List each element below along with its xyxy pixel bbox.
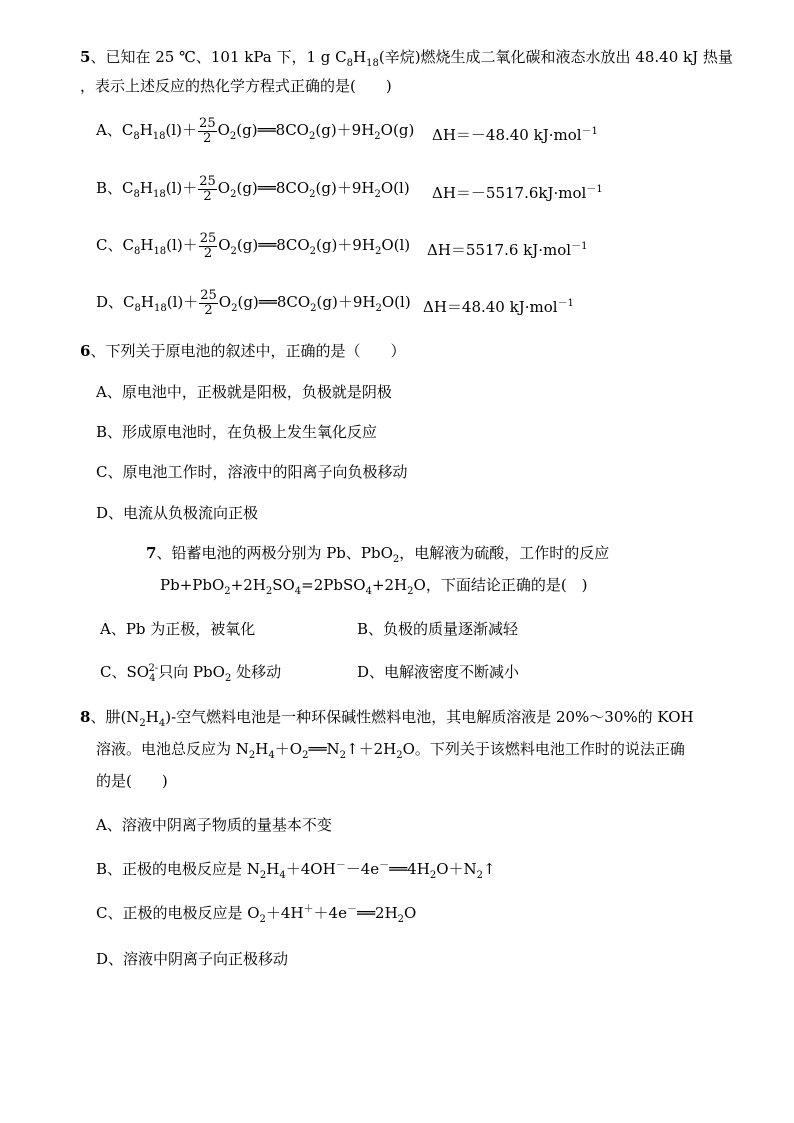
q5-option-label: D、 xyxy=(96,293,124,312)
h2o-phase: l xyxy=(399,236,405,255)
eq-text: (l)＋ xyxy=(165,121,198,140)
eq-text: 8CO xyxy=(276,293,311,312)
fraction-denominator: 2 xyxy=(203,188,212,204)
q7-text: O，下面结论正确的是( ) xyxy=(413,576,588,594)
eq-text: (g) xyxy=(236,121,258,140)
eq-text: (g)＋9H xyxy=(315,179,375,198)
q8-sup: － xyxy=(379,860,390,871)
q8-sup: ＋ xyxy=(303,904,314,915)
q8-text: 溶液。电池总反应为 N xyxy=(96,740,249,758)
q8-option-c xyxy=(96,904,417,925)
q7-text: 处移动 xyxy=(231,663,282,681)
fraction xyxy=(198,117,217,145)
q5-option-d xyxy=(96,289,411,317)
fraction-numerator: 25 xyxy=(199,174,216,189)
q7-stem-line2 xyxy=(160,576,588,597)
eq-text: (g)＋9H xyxy=(316,293,376,312)
eq-sub: 2 xyxy=(309,189,316,201)
q7-sub: 2 xyxy=(392,554,400,565)
q8-text: O xyxy=(404,904,417,922)
q5-option-label: A、 xyxy=(96,121,122,140)
q5-option-a xyxy=(96,117,414,145)
eq-text: O xyxy=(218,236,231,255)
fraction xyxy=(199,289,218,317)
q5-option-c-delta-h xyxy=(427,241,587,259)
eq-text: (g) xyxy=(236,236,259,255)
q8-sub: 2 xyxy=(259,914,266,925)
q6-stem xyxy=(80,342,405,360)
eq-text: (l)＋ xyxy=(166,236,198,255)
eq-text: (g)＋9H xyxy=(315,121,375,140)
q8-text: C、正极的电极反应是 O xyxy=(96,904,260,922)
delta-h-value: ΔH＝48.40 kJ·mol xyxy=(423,298,558,316)
eq-text: (g) xyxy=(237,293,259,312)
eq-sub: 2 xyxy=(374,131,381,143)
q5-text: 已知在 25 ℃、101 kPa 下，1 g C xyxy=(105,48,347,66)
q8-stem-line2 xyxy=(96,740,685,761)
eq-text: O xyxy=(217,179,231,198)
delta-h-exponent: －1 xyxy=(571,241,588,252)
eq-text: O( xyxy=(381,293,401,312)
q7-sub: 2 xyxy=(224,586,231,597)
q7-stem-line1 xyxy=(146,544,610,565)
fraction-numerator: 25 xyxy=(199,116,216,131)
eq-sub: 8 xyxy=(133,189,140,201)
q7-text: Pb+PbO xyxy=(160,576,225,594)
q7-option-b: B、负极的质量逐渐减轻 xyxy=(357,620,519,638)
eq-text: C xyxy=(122,236,134,255)
q8-sub: 4 xyxy=(279,870,286,881)
q7-text: SO xyxy=(272,576,295,594)
q8-text: ══2H xyxy=(356,904,398,922)
delta-h-exponent: －1 xyxy=(557,298,574,309)
fraction-numerator: 25 xyxy=(200,288,217,303)
eq-text: (l)＋ xyxy=(165,179,198,198)
q8-text: H xyxy=(255,740,269,758)
q5-option-label: C、 xyxy=(96,236,123,255)
q8-sub: 2 xyxy=(397,914,405,925)
delta-h-value: ΔH＝－5517.6kJ·mol xyxy=(432,184,587,202)
eq-text: H xyxy=(140,293,154,312)
q8-sub: 2 xyxy=(302,750,309,761)
q5-text: H xyxy=(353,48,367,66)
delta-h-exponent: －1 xyxy=(586,184,603,195)
eq-text: O xyxy=(218,293,232,312)
q5-sep: 、 xyxy=(90,48,106,66)
eq-sub: 2 xyxy=(374,246,382,258)
q6-option-c: C、原电池工作时，溶液中的阳离子向负极移动 xyxy=(96,463,408,481)
q8-text: －4e xyxy=(345,860,380,878)
eq-sub: 18 xyxy=(152,189,166,201)
eq-sub: 2 xyxy=(310,303,317,315)
eq-sub: 2 xyxy=(309,246,316,258)
q8-number: 8 xyxy=(80,708,91,726)
eq-sub: 2 xyxy=(374,189,381,201)
q7-text: 、铅蓄电池的两极分别为 Pb、PbO xyxy=(156,544,393,562)
eq-text: C xyxy=(123,293,135,312)
q7-sub: 4 xyxy=(294,586,302,597)
q8-text: ↑＋2H xyxy=(346,740,397,758)
q8-sup: － xyxy=(335,860,346,871)
h2o-phase: g xyxy=(398,121,409,140)
q8-option-d: D、溶液中阴离子向正极移动 xyxy=(96,950,289,968)
q7-sub: 2 xyxy=(224,673,232,684)
q5-number: 5 xyxy=(80,48,91,66)
fraction xyxy=(199,232,218,260)
q7-option-a: A、Pb 为正极，被氧化 xyxy=(100,620,256,638)
q5-stem-line1 xyxy=(80,48,733,69)
eq-text: O xyxy=(217,121,230,140)
q5-text: ，表示上述反应的热化学方程式正确的是( ) xyxy=(80,77,392,95)
q5-sub: 18 xyxy=(366,58,379,69)
q8-sub: 2 xyxy=(259,870,267,881)
eq-sub: 8 xyxy=(133,131,140,143)
q7-text: +2H xyxy=(371,576,408,594)
q8-text: ══4H xyxy=(389,860,430,878)
eq-sub: 2 xyxy=(231,303,238,315)
q6-number: 6 xyxy=(80,342,91,360)
eq-text: O( xyxy=(380,121,399,140)
eq-text: ) xyxy=(408,121,415,140)
q8-sup: － xyxy=(346,904,357,915)
q8-text: H xyxy=(266,860,280,878)
q8-text: ＋4e xyxy=(313,904,347,922)
eq-text: (l)＋ xyxy=(166,293,199,312)
q8-text: 、肼(N xyxy=(90,708,140,726)
delta-h-value: ΔH＝5517.6 kJ·mol xyxy=(427,241,572,259)
eq-text: 8CO xyxy=(275,121,309,140)
q7-text: 只向 PbO xyxy=(158,663,225,681)
eq-text: (g)＋9H xyxy=(316,236,375,255)
q8-stem-line1 xyxy=(80,708,694,729)
h2o-phase: l xyxy=(400,293,405,312)
q6-option-a: A、原电池中，正极就是阳极，负极就是阴极 xyxy=(96,383,392,401)
reaction-arrow: ══ xyxy=(258,236,277,255)
q8-text: H xyxy=(145,708,159,726)
q7-text: C、SO xyxy=(100,663,150,681)
q8-option-b xyxy=(96,860,496,881)
q7-option-d: D、电解液密度不断减小 xyxy=(357,663,520,681)
eq-sub: 18 xyxy=(153,246,167,258)
q8-text: ＋O xyxy=(274,740,303,758)
q8-sub: 2 xyxy=(248,750,256,761)
fraction-numerator: 25 xyxy=(199,231,217,246)
q7-sup: 2- xyxy=(148,663,159,674)
fraction-denominator: 2 xyxy=(203,245,213,261)
q8-text: ＋4H xyxy=(265,904,304,922)
reaction-arrow: ══ xyxy=(257,121,276,140)
q5-sub: 8 xyxy=(346,58,354,69)
fraction-denominator: 2 xyxy=(203,130,212,146)
eq-text: H xyxy=(140,236,154,255)
q5-option-label: B、 xyxy=(96,179,123,198)
eq-sub: 2 xyxy=(230,246,237,258)
q8-sub: 2 xyxy=(429,870,437,881)
eq-text: ) xyxy=(404,236,411,255)
eq-text: H xyxy=(139,121,153,140)
q8-text: B、正极的电极反应是 N xyxy=(96,860,260,878)
q8-stem-line3: 的是( ) xyxy=(96,772,168,790)
q5-text: (辛烷)燃烧生成二氧化碳和液态水放出 48.40 kJ 热量 xyxy=(378,48,733,66)
q6-text: 、下列关于原电池的叙述中，正确的是（ ） xyxy=(90,342,406,360)
eq-text: H xyxy=(139,179,153,198)
q5-option-d-delta-h xyxy=(423,298,574,316)
q7-sub: 4 xyxy=(365,586,372,597)
fraction xyxy=(198,175,217,203)
reaction-arrow: ══ xyxy=(258,293,277,312)
fraction-denominator: 2 xyxy=(204,302,213,318)
eq-text: C xyxy=(121,121,134,140)
eq-text: 8CO xyxy=(276,236,310,255)
q5-option-b-delta-h xyxy=(432,184,603,202)
q8-text: O＋N xyxy=(436,860,477,878)
eq-text: ) xyxy=(404,293,411,312)
eq-text: C xyxy=(122,179,134,198)
eq-sub: 2 xyxy=(375,303,382,315)
q7-sub: 4 xyxy=(149,673,156,684)
q7-text: =2PbSO xyxy=(301,576,366,594)
q8-text: ＋4OH xyxy=(285,860,336,878)
q7-text: +2H xyxy=(230,576,266,594)
q5-option-c xyxy=(96,232,410,260)
q7-option-c xyxy=(100,663,282,684)
q8-text: ↑ xyxy=(483,860,496,878)
q8-sub: 2 xyxy=(339,750,346,761)
q8-sub: 4 xyxy=(268,750,275,761)
eq-sub: 18 xyxy=(153,303,167,315)
q6-option-d: D、电流从负极流向正极 xyxy=(96,504,259,522)
q8-sub: 4 xyxy=(158,718,166,729)
q7-text: ，电解液为硫酸，工作时的反应 xyxy=(399,544,610,562)
delta-h-value: ΔH＝－48.40 kJ·mol xyxy=(432,126,582,144)
q8-text: )-空气燃料电池是一种环保碱性燃料电池，其电解质溶液是 20%～30%的 KOH xyxy=(165,708,694,726)
eq-text: 8CO xyxy=(275,179,310,198)
eq-sub: 2 xyxy=(230,189,237,201)
eq-sub: 8 xyxy=(134,303,141,315)
reaction-arrow: ══ xyxy=(257,179,276,198)
q8-sub: 2 xyxy=(476,870,483,881)
q8-text: O。下列关于该燃料电池工作时的说法正确 xyxy=(402,740,685,758)
q8-sub: 2 xyxy=(139,718,146,729)
q7-sub: 2 xyxy=(407,586,414,597)
eq-sub: 18 xyxy=(152,131,166,143)
q8-text: ══N xyxy=(308,740,340,758)
eq-sub: 2 xyxy=(229,131,237,143)
eq-text: ) xyxy=(403,179,410,198)
q6-option-b: B、形成原电池时，在负极上发生氧化反应 xyxy=(96,423,378,441)
delta-h-exponent: －1 xyxy=(581,126,598,137)
eq-text: O( xyxy=(381,236,400,255)
eq-sub: 8 xyxy=(133,246,141,258)
q5-stem-line2 xyxy=(80,77,392,95)
q8-sub: 2 xyxy=(396,750,403,761)
q7-number: 7 xyxy=(146,544,157,562)
h2o-phase: l xyxy=(399,179,404,198)
q7-sub: 2 xyxy=(265,586,273,597)
eq-text: O( xyxy=(380,179,400,198)
eq-sub: 2 xyxy=(308,131,316,143)
eq-text: (g) xyxy=(236,179,258,198)
q5-option-a-delta-h xyxy=(432,126,598,144)
q5-option-b xyxy=(96,175,410,203)
q8-option-a: A、溶液中阴离子物质的量基本不变 xyxy=(96,816,332,834)
